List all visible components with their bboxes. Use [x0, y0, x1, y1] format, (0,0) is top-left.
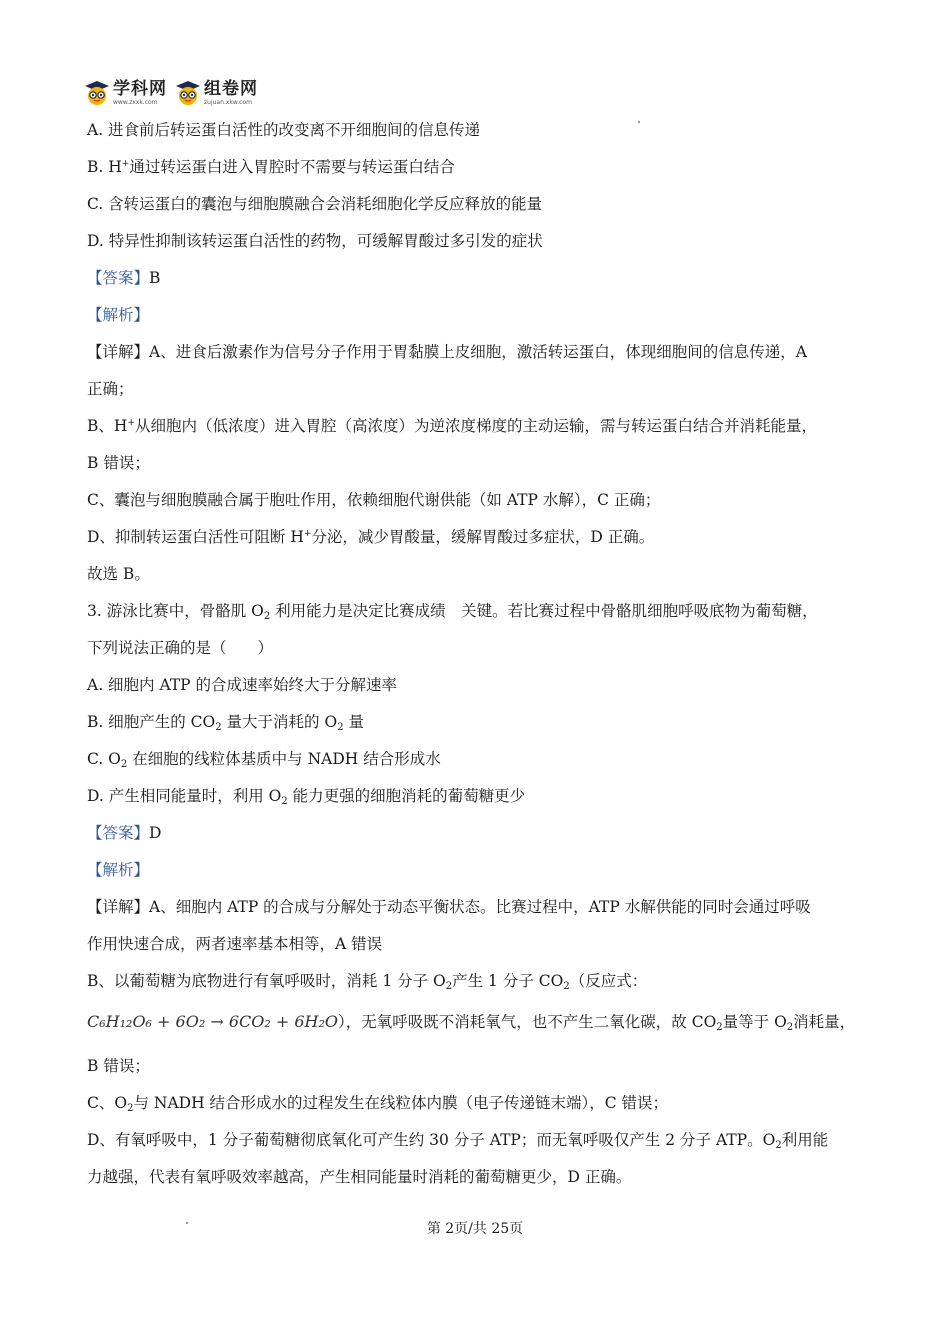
header-logos — [84, 76, 258, 110]
q2-detail-a: 【详解】A、进食后激素作为信号分子作用于胃黏膜上皮细胞，激活转运蛋白，体现细胞间的信息传递，A — [87, 343, 807, 361]
q2-detail-b: B、H+从细胞内（低浓度）进入胃腔（高浓度）为逆浓度梯度的主动运输，需与转运蛋白结合并消耗能量， — [87, 417, 817, 435]
detail-label: 【详解】 — [87, 343, 150, 361]
stray-dot — [638, 121, 640, 123]
q3-option-d: D. 产生相同能量时，利用 $O_2$ 能力更强的细胞消耗的葡萄糖更少 — [87, 787, 526, 807]
logo1-name: 学科网 — [113, 78, 167, 99]
q2-option-a: A. 进食前后转运蛋白活性的改变离不开细胞间的信息传递 — [87, 121, 481, 139]
q3-detail-d: D、有氧呼吸中，1 分子葡萄糖彻底氧化可产生约 30 分子 ATP；而无氧呼吸仅产生 2 分子 ATP。$O_2$利用能 — [87, 1131, 829, 1151]
q3-option-c: C. $O_2$ 在细胞的线粒体基质中与 NADH 结合形成水 — [87, 750, 441, 770]
q3-analysis-label: 【解析】 — [87, 861, 150, 879]
q3-detail-b-formula-line: C₆H₁₂O₆ + 6O₂ → 6CO₂ + 6H₂O），无氧呼吸既不消耗氧气，也不产生二氧化碳，故 $CO_2$量等于 $O_2$消耗量， — [87, 1012, 856, 1033]
xuekewang-logo — [84, 80, 167, 106]
q2-detail-d: D、抑制转运蛋白活性可阻断 H+分泌，减少胃酸量，缓解胃酸过多症状，D 正确。 — [87, 528, 655, 546]
reaction-formula: C₆H₁₂O₆ + 6O₂ → 6CO₂ + 6H₂O — [87, 1012, 339, 1031]
answer-value: D — [149, 824, 162, 842]
q2-option-c: C. 含转运蛋白的囊泡与细胞膜融合会消耗细胞化学反应释放的能量 — [87, 195, 543, 213]
q2-detail-c: C、囊泡与细胞膜融合属于胞吐作用，依赖细胞代谢供能（如 ATP 水解），C 正确； — [87, 491, 661, 509]
q3-stem-cont: 下列说法正确的是（ ） — [87, 639, 274, 657]
logo2-name: 组卷网 — [204, 78, 258, 99]
q2-option-d: D. 特异性抑制该转运蛋白活性的药物，可缓解胃酸过多引发的症状 — [87, 232, 543, 250]
logo1-url: www.zxxk.com — [113, 98, 158, 106]
q2-answer — [87, 267, 160, 289]
q3-detail-a: 【详解】A、细胞内 ATP 的合成与分解处于动态平衡状态。比赛过程中，ATP 水解供能的同时会通过呼吸 — [87, 898, 811, 916]
detail-label: 【详解】 — [87, 898, 150, 916]
q3-option-b: B. 细胞产生的 $CO_2$ 量大于消耗的 $O_2$ 量 — [87, 713, 364, 733]
page-number: 第 2页/共 25页 — [426, 1221, 524, 1237]
q3-option-a: A. 细胞内 ATP 的合成速率始终大于分解速率 — [87, 676, 398, 694]
answer-label: 【答案】 — [87, 824, 150, 842]
q2-detail-a-cont: 正确； — [87, 380, 134, 398]
zujuanwang-logo — [175, 80, 258, 106]
q3-detail-b: B、以葡萄糖为底物进行有氧呼吸时，消耗 1 分子 $O_2$产生 1 分子 $CO_2$（反应式： — [87, 972, 648, 992]
graduate-mascot-icon — [84, 80, 110, 106]
answer-label: 【答案】 — [87, 269, 150, 287]
q3-answer — [87, 822, 161, 844]
logo2-url: zujuan.xkw.com — [204, 98, 252, 106]
q2-detail-b-cont: B 错误； — [87, 454, 150, 472]
q3-detail-d-cont: 力越强，代表有氧呼吸效率越高，产生相同能量时消耗的葡萄糖更少，D 正确。 — [87, 1168, 632, 1186]
graduate-mascot-icon — [175, 80, 201, 106]
q3-detail-c: C、$O_2$与 NADH 结合形成水的过程发生在线粒体内膜（电子传递链末端），C 错误； — [87, 1094, 669, 1114]
q3-stem: 3. 游泳比赛中，骨骼肌 $O_2$ 利用能力是决定比赛成绩 关键。若比赛过程中骨骼肌细胞呼吸底物为葡萄糖， — [87, 602, 818, 622]
q2-option-b: B. H+通过转运蛋白进入胃腔时不需要与转运蛋白结合 — [87, 158, 455, 176]
answer-value: B — [149, 269, 161, 287]
q2-conclusion: 故选 B。 — [87, 565, 150, 583]
q3-detail-a-cont: 作用快速合成，两者速率基本相等，A 错误 — [87, 935, 383, 953]
q3-detail-b-cont: B 错误； — [87, 1057, 150, 1075]
q2-analysis-label: 【解析】 — [87, 306, 150, 324]
